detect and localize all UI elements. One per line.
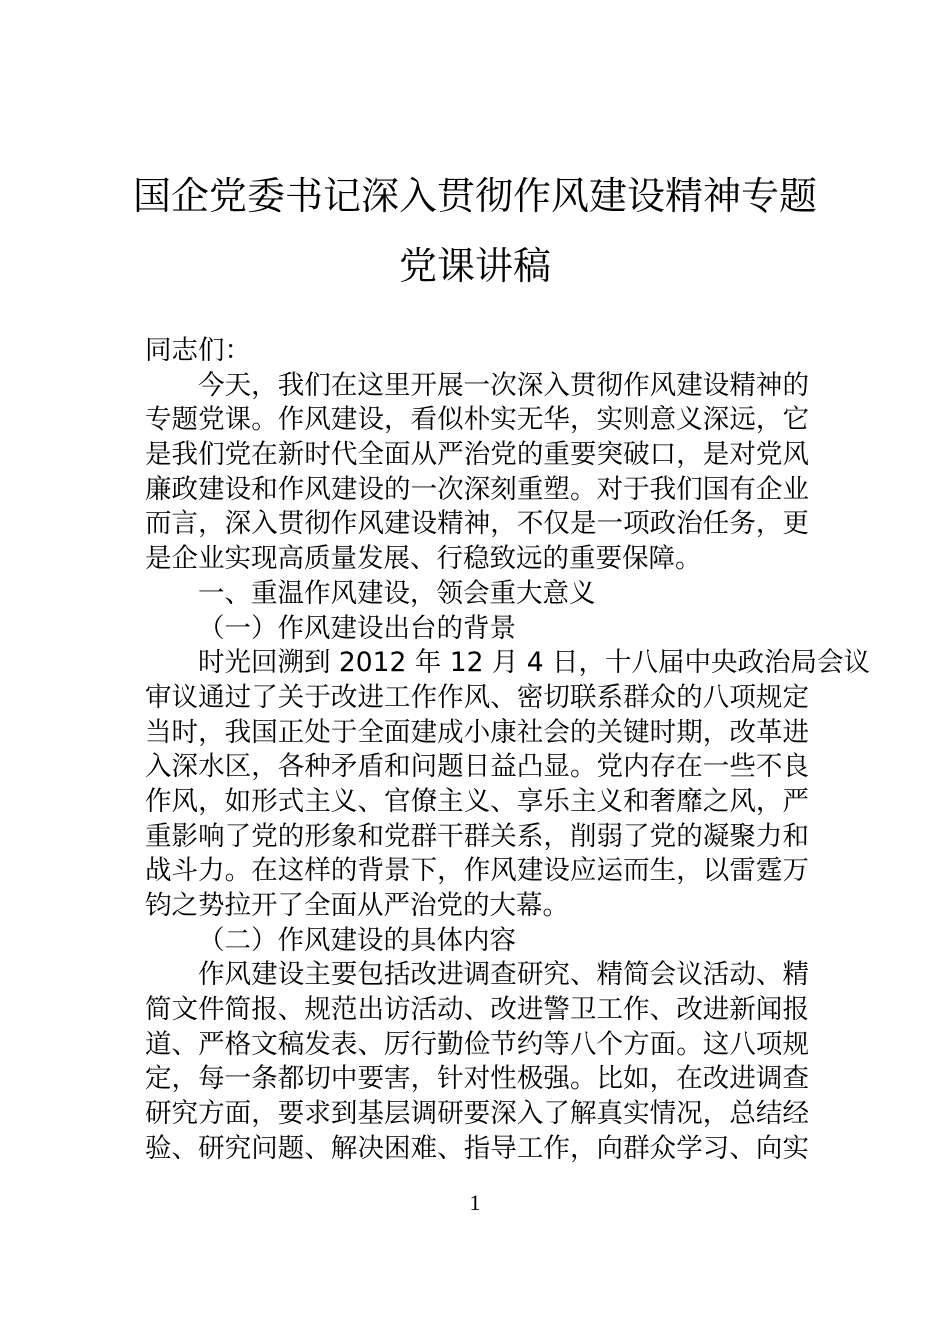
- body-line: 专题党课。作风建设，看似朴实无华，实则意义深远，它: [145, 404, 809, 436]
- body-line: 审议通过了关于改进工作作风、密切联系群众的八项规定: [145, 681, 809, 713]
- body-line: 验、研究问题、解决困难、指导工作，向群众学习、向实: [145, 1132, 809, 1164]
- body-line: （二）作风建设的具体内容: [198, 924, 516, 956]
- body-line: 当时，我国正处于全面建成小康社会的关键时期，改革进: [145, 716, 809, 748]
- body-line: 是企业实现高质量发展、行稳致远的重要保障。: [145, 543, 702, 575]
- body-line: 时光回溯到 2012 年 12 月 4 日，十八届中央政治局会议: [198, 647, 871, 679]
- document-body: [145, 334, 871, 1167]
- body-line: 入深水区，各种矛盾和问题日益凸显。党内存在一些不良: [145, 751, 809, 783]
- body-line: 钧之势拉开了全面从严治党的大幕。: [145, 890, 569, 921]
- body-line: 战斗力。在这样的背景下，作风建设应运而生，以雷霆万: [145, 855, 809, 887]
- document-title-line-2: 党课讲稿: [398, 244, 551, 288]
- document-title-line-1: 国企党委书记深入贯彻作风建设精神专题: [132, 174, 817, 218]
- body-line: 简文件简报、规范出访活动、改进警卫工作、改进新闻报: [145, 994, 809, 1026]
- body-line: 今天，我们在这里开展一次深入贯彻作风建设精神的: [198, 369, 809, 401]
- body-line: 是我们党在新时代全面从严治党的重要突破口，是对党风: [145, 439, 809, 471]
- body-line: 而言，深入贯彻作风建设精神，不仅是一项政治任务，更: [145, 508, 809, 540]
- page-number: 1: [469, 1190, 481, 1215]
- body-line: 一、重温作风建设，领会重大意义: [198, 577, 596, 609]
- salutation: 同志们：: [145, 335, 251, 366]
- body-line: 研究方面，要求到基层调研要深入了解真实情况，总结经: [145, 1098, 809, 1130]
- body-line: 道、严格文稿发表、厉行勤俭节约等八个方面。这八项规: [145, 1028, 809, 1060]
- body-line: （一）作风建设出台的背景: [198, 612, 516, 644]
- body-line: 作风建设主要包括改进调查研究、精简会议活动、精: [198, 959, 809, 991]
- body-line: 重影响了党的形象和党群干群关系，削弱了党的凝聚力和: [145, 820, 809, 852]
- body-line: 廉政建设和作风建设的一次深刻重塑。对于我们国有企业: [145, 473, 809, 505]
- body-lines: [145, 369, 871, 1167]
- body-line: 定，每一条都切中要害，针对性极强。比如，在改进调查: [145, 1063, 809, 1095]
- body-line: 作风，如形式主义、官僚主义、享乐主义和奢靡之风，严: [145, 785, 809, 817]
